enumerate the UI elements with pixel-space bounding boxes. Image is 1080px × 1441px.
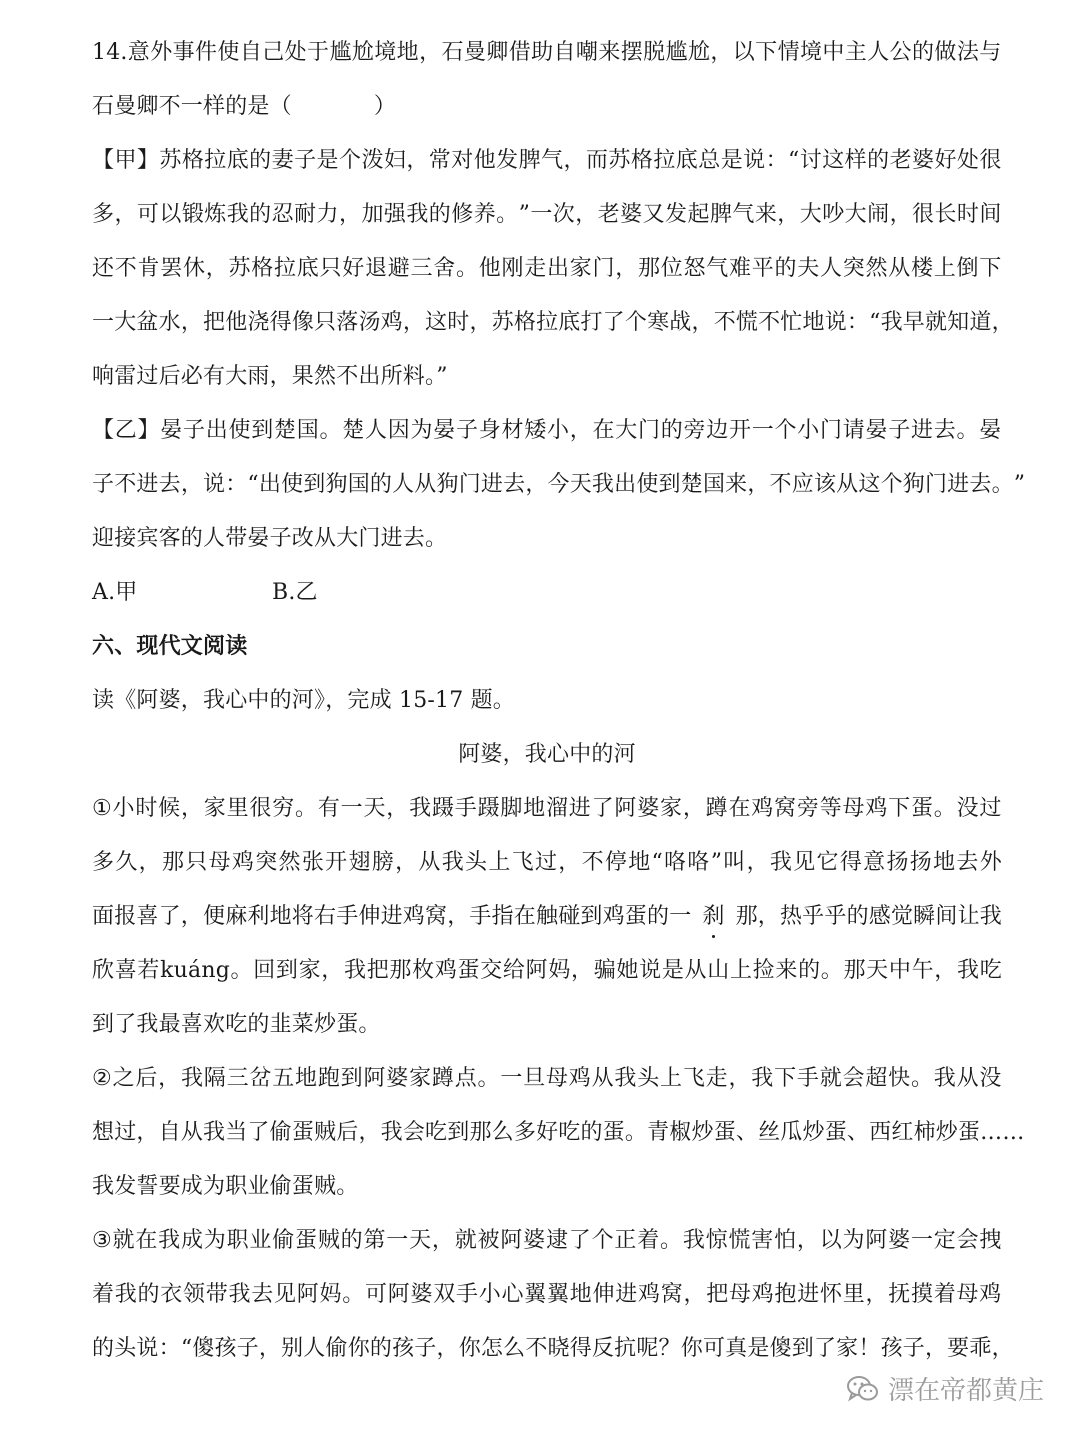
answer-options <box>92 566 1002 620</box>
para-3-line-2: 着 我 的 衣 领 带 我 去 见 阿 妈 。 可 阿 婆 双 手 小 心 翼 翼 地 伸 进 鸡 窝 ， 把 母 鸡 抱 进 怀 里 ， 抚 摸 着 母 鸡 <box>92 1282 1002 1307</box>
para-3-line-3: 的 头 说 ： “ 傻 孩 子 ， 别 人 偷 你 的 孩 子 ， 你 怎 么 不 晓 得 反 抗 呢 ？ 你 可 真 是 傻 到 了 家 ！ 孩 子 ， 要 乖 ， <box>92 1336 1014 1361</box>
question-14-line-2 <box>92 80 1002 134</box>
option-b[interactable]: B.乙 <box>272 580 318 605</box>
passage-yi-line-3: 迎接宾客的人带晏子改从大门进去。 <box>92 526 448 551</box>
section-6-instruction: 读《阿婆，我心中的河》，完成 15-17 题。 <box>92 688 516 713</box>
para-1-line-3-after: 那，热乎乎的感觉瞬间让我 <box>735 904 1002 929</box>
para-1-line-5: 到了我最喜欢吃的韭菜炒蛋。 <box>92 1012 381 1037</box>
para-2-line-3: 我发誓要成为职业偷蛋贼。 <box>92 1174 359 1199</box>
para-1-line-3-before: 面报喜了，便麻利地将右手伸进鸡窝，手指在触碰到鸡蛋的一 <box>92 904 692 929</box>
section-6-title: 六、现代文阅读 <box>92 634 248 659</box>
emphasized-char: 刹 <box>702 890 724 944</box>
article-title: 阿婆，我心中的河 <box>458 742 636 767</box>
para-1-line-1: ① 小 时 候 ， 家 里 很 穷 。 有 一 天 ， 我 蹑 手 蹑 脚 地 溜 进 了 阿 婆 家 ， 蹲 在 鸡 窝 旁 等 母 鸡 下 蛋 。 没 过 <box>92 796 1002 821</box>
para-2-line-2: 想 过 ， 自 从 我 当 了 偷 蛋 贼 后 ， 我 会 吃 到 那 么 多 好 吃 的 蛋 。 青 椒 炒 蛋 、 丝 瓜 炒 蛋 、 西 红 柿 炒 蛋 … … <box>92 1120 1025 1145</box>
document-page <box>92 26 1026 1376</box>
passage-jia-line-3: 还 不 肯 罢 休 ， 苏 格 拉 底 只 好 退 避 三 舍 。 他 刚 走 出 家 门 ， 那 位 怒 气 难 平 的 夫 人 突 然 从 楼 上 倒 下 <box>92 256 1002 281</box>
para-3-line-1: ③ 就 在 我 成 为 职 业 偷 蛋 贼 的 第 一 天 ， 就 被 阿 婆 逮 了 个 正 着 。 我 惊 慌 害 怕 ， 以 为 阿 婆 一 定 会 拽 <box>92 1228 1002 1253</box>
passage-jia-line-1: 【 甲 】 苏 格 拉 底 的 妻 子 是 个 泼 妇 ， 常 对 他 发 脾 气 ， 而 苏 格 拉 底 总 是 说 ： “ 讨 这 样 的 老 婆 好 处 很 <box>92 148 1002 173</box>
passage-jia-line-4: 一 大 盆 水 ， 把 他 浇 得 像 只 落 汤 鸡 ， 这 时 ， 苏 格 拉 底 打 了 个 寒 战 ， 不 慌 不 忙 地 说 ： “ 我 早 就 知 道 ， <box>92 310 1014 335</box>
para-1-line-2: 多 久 ， 那 只 母 鸡 突 然 张 开 翅 膀 ， 从 我 头 上 飞 过 ， 不 停 地 “ 咯 咯 ” 叫 ， 我 见 它 得 意 扬 扬 地 去 外 <box>92 850 1002 875</box>
question-14-line-1: 14. 意 外 事 件 使 自 己 处 于 尴 尬 境 地 ， 石 曼 卿 借 助 自 嘲 来 摆 脱 尴 尬 ， 以 下 情 境 中 主 人 公 的 做 法 与 <box>92 40 1002 65</box>
watermark-text: 漂在帝都黄庄 <box>887 1376 1044 1406</box>
watermark <box>846 1370 1044 1407</box>
passage-jia-line-2: 多 ， 可 以 锻 炼 我 的 忍 耐 力 ， 加 强 我 的 修 养 。 ” 一 次 ， 老 婆 又 发 起 脾 气 来 ， 大 吵 大 闹 ， 很 长 时 间 <box>92 202 1002 227</box>
wechat-icon <box>846 1374 880 1404</box>
para-1-line-3 <box>92 890 1002 944</box>
passage-jia-line-5: 响雷过后必有大雨，果然不出所料。” <box>92 364 448 389</box>
para-1-line-4: 欣 喜 若 kuáng 。 回 到 家 ， 我 把 那 枚 鸡 蛋 交 给 阿 妈 ， 骗 她 说 是 从 山 上 捡 来 的 。 那 天 中 午 ， 我 吃 <box>92 958 1002 983</box>
question-14-stem: 石曼卿不一样的是（ <box>92 94 292 119</box>
para-2-line-1: ② 之 后 ， 我 隔 三 岔 五 地 跑 到 阿 婆 家 蹲 点 。 一 旦 母 鸡 从 我 头 上 飞 走 ， 我 下 手 就 会 超 快 。 我 从 没 <box>92 1066 1002 1091</box>
passage-yi-line-1: 【 乙 】 晏 子 出 使 到 楚 国 。 楚 人 因 为 晏 子 身 材 矮 小 ， 在 大 门 的 旁 边 开 一 个 小 门 请 晏 子 进 去 。 晏 <box>92 418 1002 443</box>
option-a[interactable]: A.甲 <box>92 580 138 605</box>
passage-yi-line-2: 子 不 进 去 ， 说 ： “ 出 使 到 狗 国 的 人 从 狗 门 进 去 ， 今 天 我 出 使 到 楚 国 来 ， 不 应 该 从 这 个 狗 门 进 去 。 ” <box>92 472 1026 497</box>
question-14-close-paren: ） <box>373 94 397 119</box>
